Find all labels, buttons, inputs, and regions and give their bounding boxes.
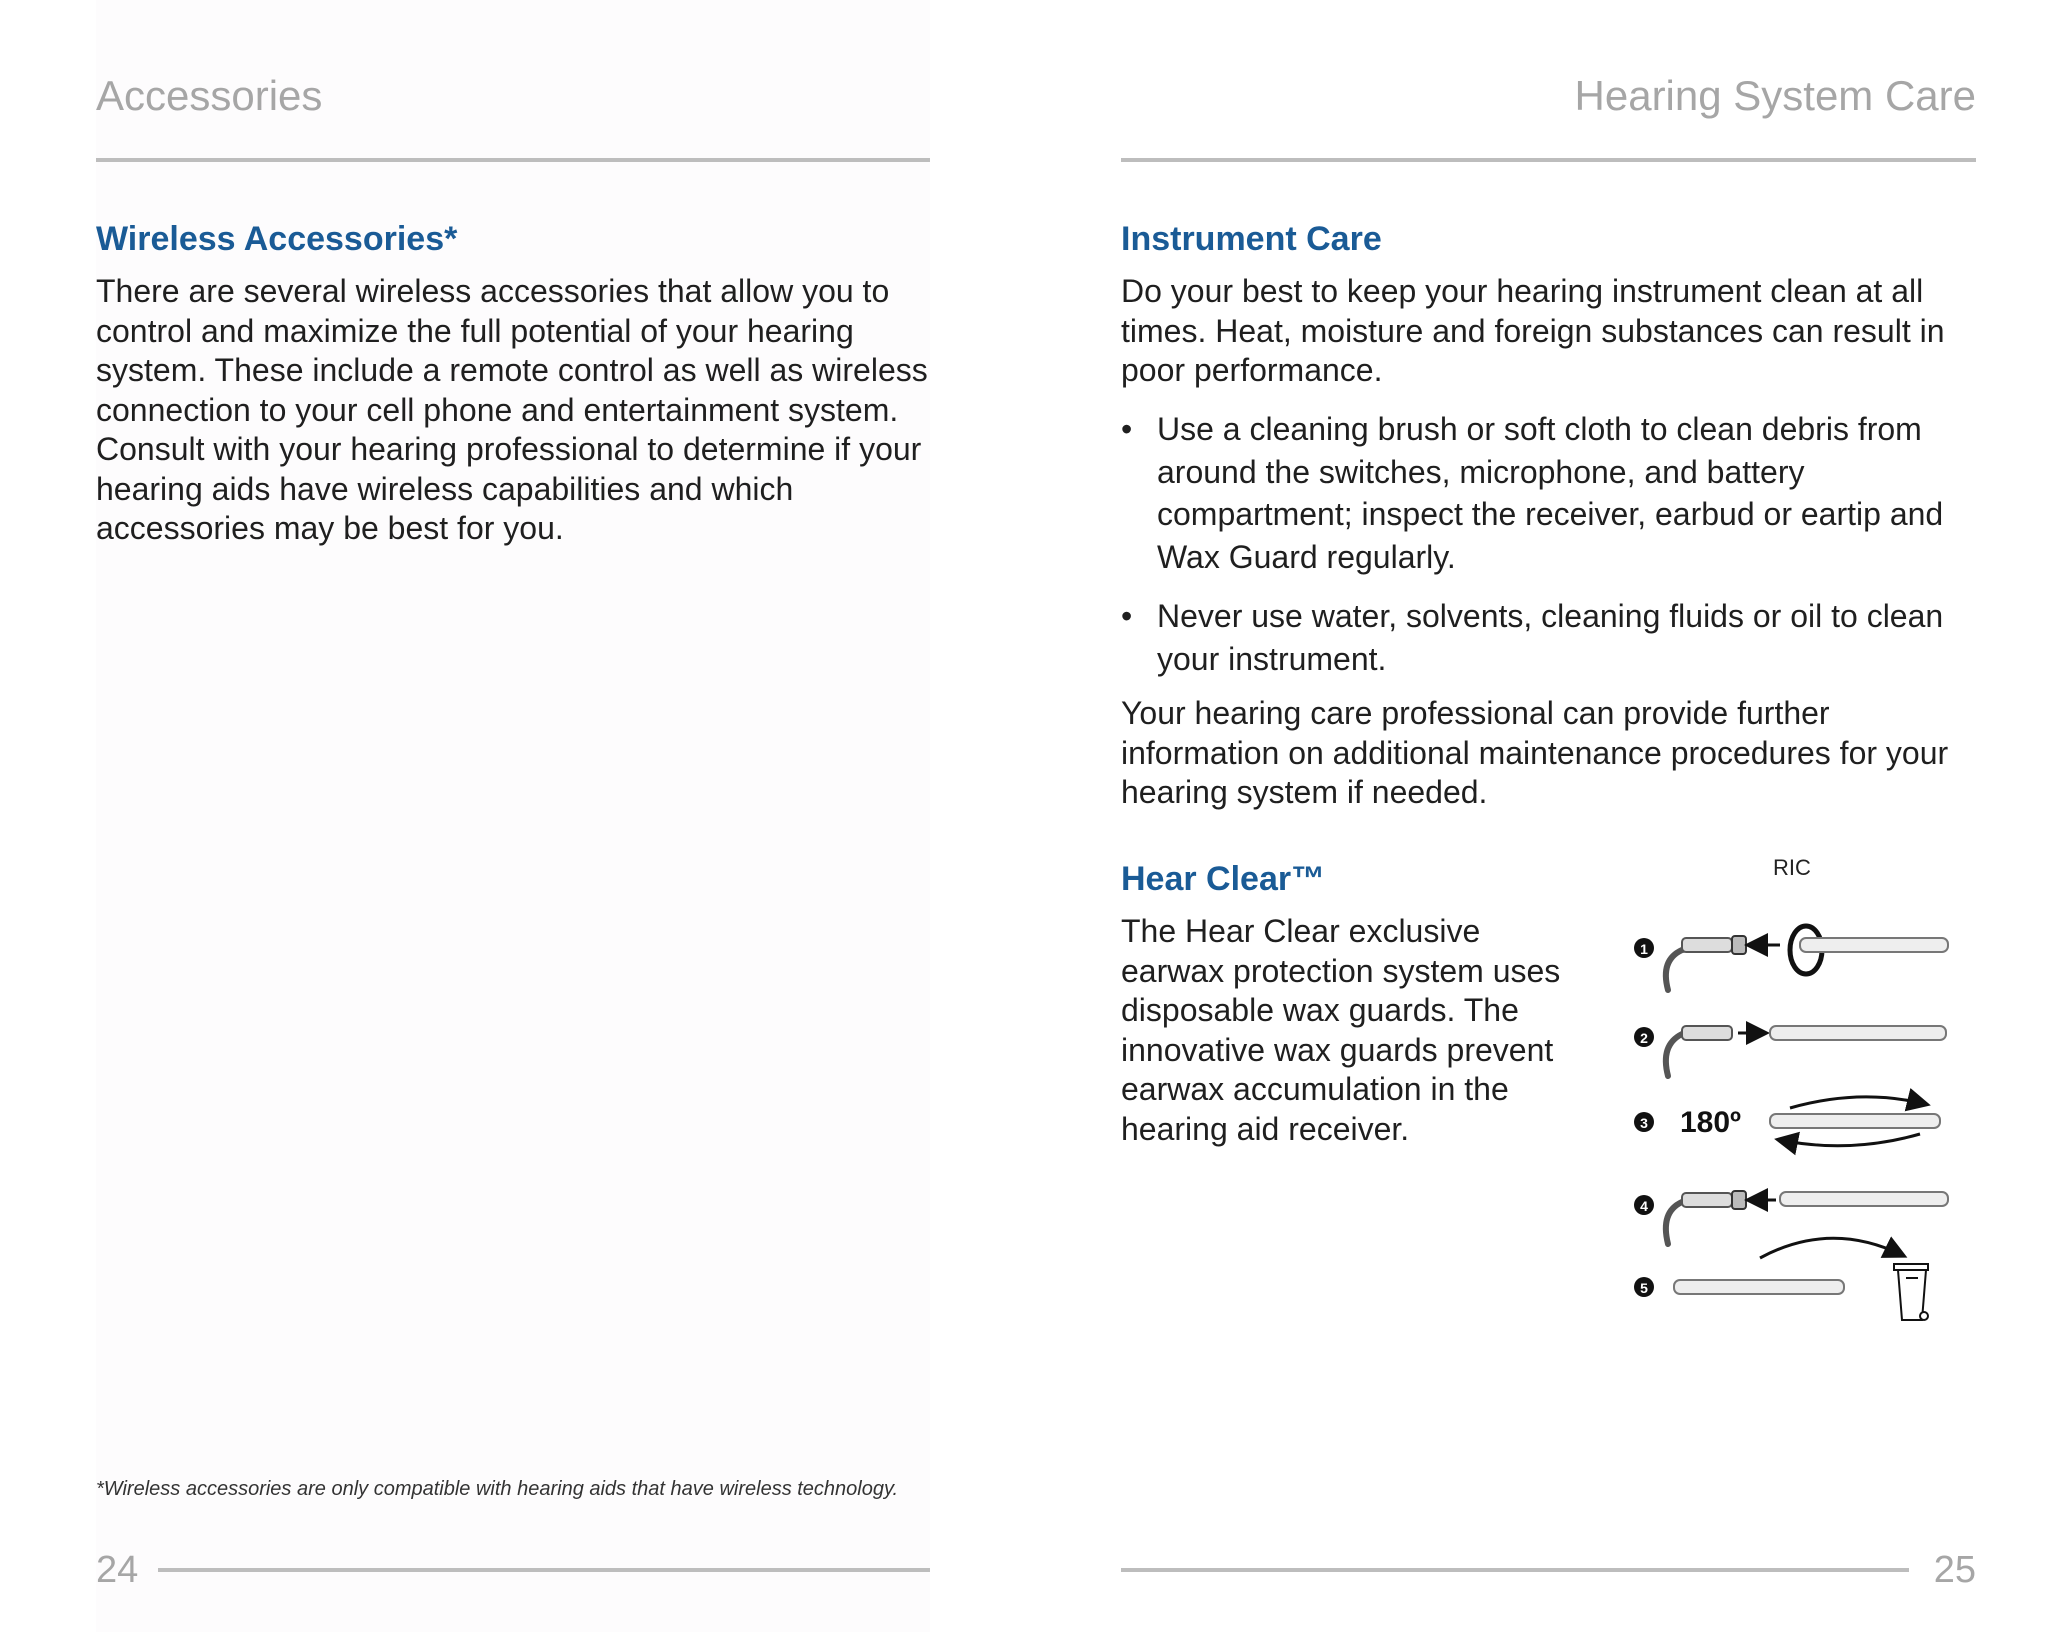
- wax-guard-icon: [1732, 936, 1746, 954]
- hear-clear-body: The Hear Clear exclusive earwax protection system uses disposable wax guards. The innovative wax guards prevent earwax accumulation in the hearing aid receiver.: [1121, 913, 1561, 1147]
- right-page: [1024, 0, 2048, 1632]
- tool-stick-icon: [1770, 1114, 1940, 1128]
- wireless-accessories-heading: Wireless Accessories*: [96, 220, 458, 258]
- wireless-footnote: *Wireless accessories are only compatible with hearing aids that have wireless technology.: [96, 1478, 899, 1500]
- left-page-number: 24: [96, 1549, 139, 1591]
- wax-guard-replacement-diagram: [1600, 850, 1960, 1330]
- list-item: [1121, 595, 1971, 680]
- bullet-text: Use a cleaning brush or soft cloth to clean debris from around the switches, microphone, and battery compartment; inspect the receiver, earbud or eartip and Wax Guard regularly.: [1157, 411, 1944, 575]
- receiver-body-icon: [1682, 1026, 1732, 1040]
- bullet-icon: •: [1121, 411, 1133, 447]
- instrument-care-outro: Your hearing care professional can provide further information on additional maintenance procedures for your hearing system if needed.: [1121, 695, 1949, 810]
- receiver-body-icon: [1682, 1193, 1732, 1207]
- step-number-3: 3: [1640, 1115, 1648, 1131]
- wireless-accessories-body: There are several wireless accessories that allow you to control and maximize the full potential of your hearing system. These include a remote control as well as wireless connection to your cell phone and entertainment system. Consult with your hearing professional to determine if your hearing aids have wireless capabilities and which accessories may be best for you.: [96, 273, 928, 546]
- rotate-arrow-top-icon: [1790, 1097, 1925, 1108]
- step-number-1: 1: [1640, 941, 1648, 957]
- bullet-text: Never use water, solvents, cleaning fluids or oil to clean your instrument.: [1157, 598, 1944, 677]
- step-2-group: [1634, 1026, 1946, 1076]
- step-5-group: [1634, 1238, 1928, 1320]
- right-section-title: Hearing System Care: [1574, 72, 1976, 119]
- instrument-care-heading: Instrument Care: [1121, 220, 1382, 258]
- trash-bin-icon: [1894, 1264, 1928, 1320]
- bullet-icon: •: [1121, 598, 1133, 634]
- step-number-5: 5: [1640, 1280, 1648, 1296]
- left-section-title: Accessories: [96, 72, 323, 119]
- rotation-label: 180º: [1680, 1106, 1742, 1139]
- wax-guard-steps-svg: [1600, 850, 1960, 1330]
- ric-label: RIC: [1773, 855, 1811, 880]
- right-footer-rule: [1121, 1568, 1909, 1572]
- right-page-number: 25: [1933, 1549, 1976, 1591]
- left-header-rule: [96, 158, 930, 162]
- list-item: [1121, 408, 1971, 578]
- hear-clear-heading: Hear Clear™: [1121, 860, 1326, 898]
- new-wax-guard-icon: [1732, 1191, 1746, 1209]
- step-3-group: [1634, 1097, 1940, 1146]
- step-1-group: [1634, 926, 1948, 990]
- tool-stick-icon: [1770, 1026, 1946, 1040]
- tool-stick-icon: [1800, 938, 1948, 952]
- left-footer-rule: [158, 1568, 930, 1572]
- step-number-4: 4: [1640, 1198, 1648, 1214]
- tool-stick-icon: [1780, 1192, 1948, 1206]
- rotate-arrow-bottom-icon: [1780, 1134, 1920, 1146]
- receiver-body-icon: [1682, 938, 1732, 952]
- step-number-2: 2: [1640, 1030, 1648, 1046]
- instrument-care-bullets: [1121, 408, 1971, 697]
- tool-stick-icon: [1674, 1280, 1844, 1294]
- right-header-rule: [1121, 158, 1976, 162]
- instrument-care-intro: Do your best to keep your hearing instrument clean at all times. Heat, moisture and foreign substances can result in poor performance.: [1121, 273, 1945, 388]
- discard-arrow-icon: [1760, 1238, 1902, 1258]
- step-4-group: [1634, 1191, 1948, 1244]
